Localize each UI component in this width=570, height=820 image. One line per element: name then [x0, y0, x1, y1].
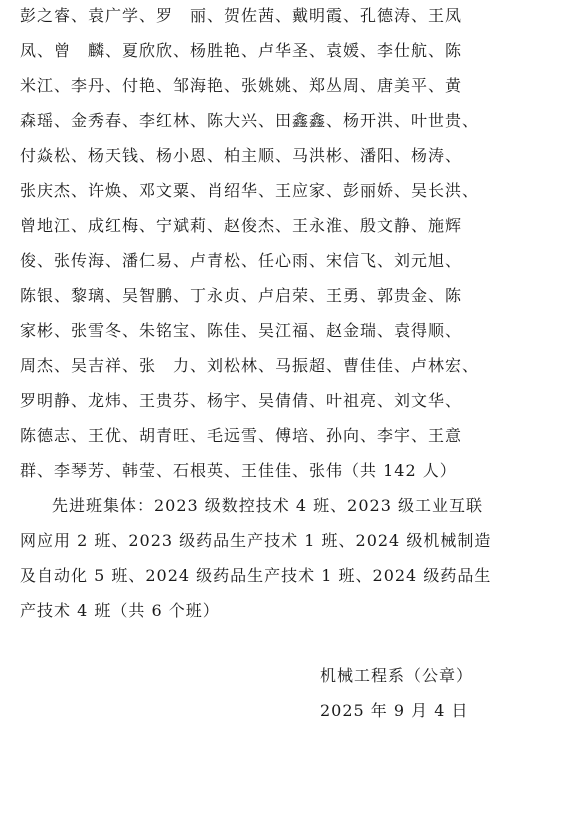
advanced-class-heading-line: 先进班集体：2023 级数控技术 4 班、2023 级工业互联 — [52, 496, 483, 515]
text-line: 张庆杰、许焕、邓文粟、肖绍华、王应家、彭丽娇、吴长洪、 — [20, 181, 480, 200]
text-line: 森瑶、金秀春、李红林、陈大兴、田鑫鑫、杨开洪、叶世贵、 — [20, 111, 480, 130]
text-line: 彭之睿、袁广学、罗 丽、贺佐茜、戴明霞、孔德涛、王凤 — [20, 6, 463, 25]
text-line: 俊、张传海、潘仁易、卢青松、任心雨、宋信飞、刘元旭、 — [20, 251, 463, 270]
text-line: 凤、曾 麟、夏欣欣、杨胜艳、卢华圣、袁媛、李仕航、陈 — [20, 41, 463, 60]
issue-date: 2025 年 9 月 4 日 — [320, 701, 469, 720]
text-line: 罗明静、龙炜、王贵芬、杨宇、吴倩倩、叶祖亮、刘文华、 — [20, 391, 463, 410]
text-line: 产技术 4 班（共 6 个班） — [20, 601, 220, 620]
text-line: 付焱松、杨天钱、杨小恩、柏主顺、马洪彬、潘阳、杨涛、 — [20, 146, 463, 165]
text-line: 及自动化 5 班、2024 级药品生产技术 1 班、2024 级药品生 — [20, 566, 492, 585]
text-line: 家彬、张雪冬、朱铭宝、陈佳、吴江福、赵金瑞、袁得顺、 — [20, 321, 463, 340]
text-line: 陈银、黎璃、吴智鹏、丁永贞、卢启荣、王勇、郭贵金、陈 — [20, 286, 463, 305]
document-body — [20, 4, 550, 634]
text-line: 群、李琴芳、韩莹、石根英、王佳佳、张伟（共 142 人） — [20, 461, 457, 480]
signature-block — [320, 664, 550, 734]
text-line: 网应用 2 班、2023 级药品生产技术 1 班、2024 级机械制造 — [20, 531, 492, 550]
text-line: 曾地江、成红梅、宁斌莉、赵俊杰、王永淮、殷文静、施辉 — [20, 216, 463, 235]
text-line: 周杰、吴吉祥、张 力、刘松林、马振超、曹佳佳、卢林宏、 — [20, 356, 480, 375]
department-seal-label: 机械工程系（公章） — [320, 666, 474, 685]
text-line: 陈德志、王优、胡青旺、毛远雪、傅培、孙向、李宇、王意 — [20, 426, 463, 445]
text-line: 米江、李丹、付艳、邹海艳、张姚姚、郑丛周、唐美平、黄 — [20, 76, 463, 95]
